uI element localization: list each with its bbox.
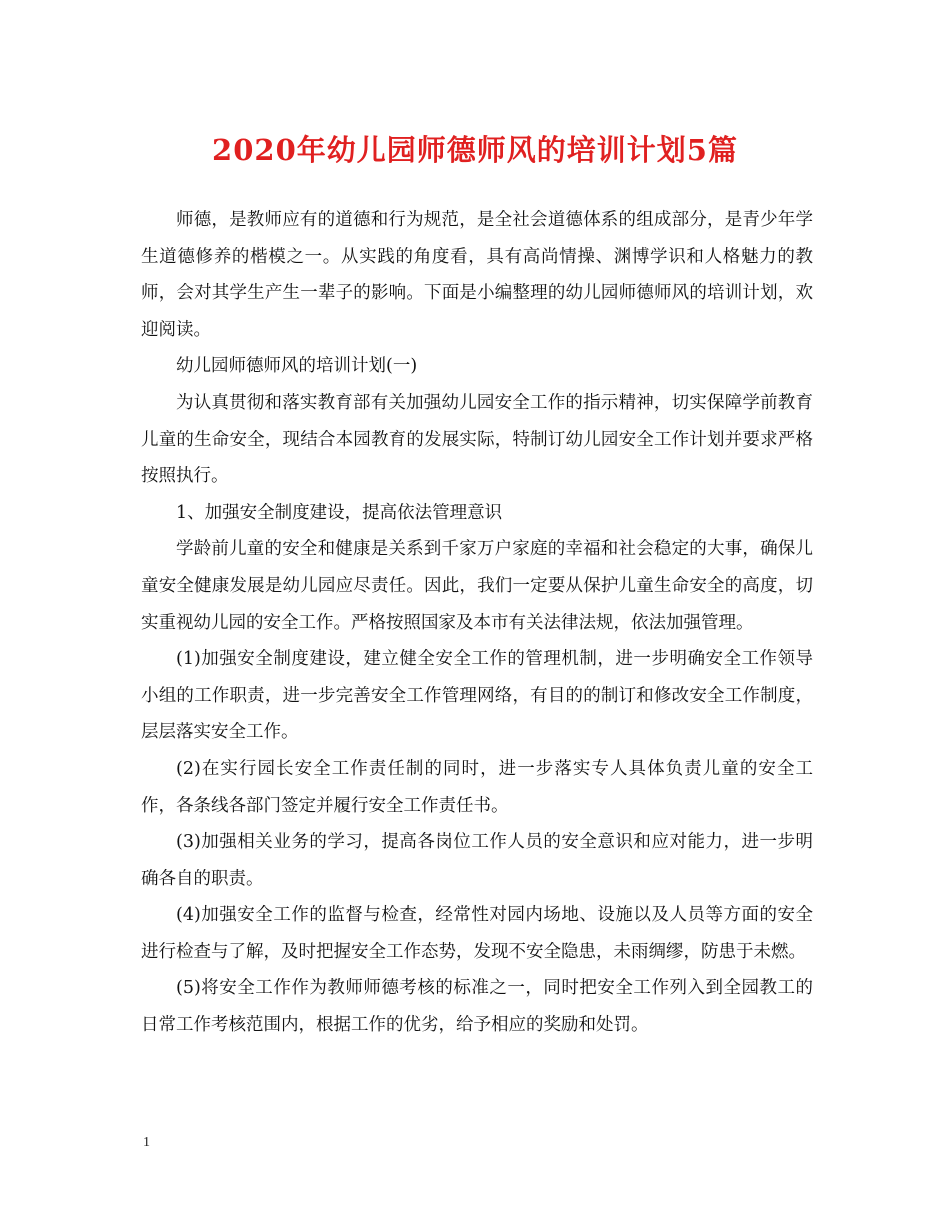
document-body <box>141 202 813 1044</box>
list-item-4: (4)加强安全工作的监督与检查，经常性对园内场地、设施以及人员等方面的安全进行检查与了解，及时把握安全工作态势，发现不安全隐患，未雨绸缪，防患于未燃。 <box>141 905 813 962</box>
section-heading-plan-1: 幼儿园师德师风的培训计划(一) <box>176 356 418 377</box>
list-item-5: (5)将安全工作作为教师师德考核的标准之一，同时把安全工作列入到全园教工的日常工作考核范围内，根据工作的优劣，给予相应的奖励和处罚。 <box>141 978 813 1036</box>
intro-paragraph: 师德，是教师应有的道德和行为规范，是全社会道德体系的组成部分，是青少年学生道德修养的楷模之一。从实践的角度看，具有高尚情操、渊博学识和人格魅力的教师，会对其学生产生一辈子的影响。下面是小编整理的幼儿园师德师风的培训计划，欢迎阅读。 <box>141 210 813 340</box>
document-title: 2020年幼儿园师德师风的培训计划5篇 <box>212 133 738 167</box>
list-item-3: (3)加强相关业务的学习，提高各岗位工作人员的安全意识和应对能力，进一步明确各自的职责。 <box>141 832 813 889</box>
list-item-2: (2)在实行园长安全工作责任制的同时，进一步落实专人具体负责儿童的安全工作，各条线各部门签定并履行安全工作责任书。 <box>141 758 813 816</box>
paragraph: 为认真贯彻和落实教育部有关加强幼儿园安全工作的指示精神，切实保障学前教育儿童的生命安全，现结合本园教育的发展实际，特制订幼儿园安全工作计划并要求严格按照执行。 <box>141 392 813 487</box>
list-item-1: (1)加强安全制度建设，建立健全安全工作的管理机制，进一步明确安全工作领导小组的工作职责，进一步完善安全工作管理网络，有目的的制订和修改安全工作制度，层层落实安全工作。 <box>141 649 813 743</box>
subheading-1: 1、加强安全制度建设，提高依法管理意识 <box>176 502 503 523</box>
page-number: 1 <box>143 1135 150 1150</box>
paragraph: 学龄前儿童的安全和健康是关系到千家万户家庭的幸福和社会稳定的大事，确保儿童安全健康发展是幼儿园应尽责任。因此，我们一定要从保护儿童生命安全的高度，切实重视幼儿园的安全工作。严格按照国家及本市有关法律法规，依法加强管理。 <box>141 539 813 633</box>
